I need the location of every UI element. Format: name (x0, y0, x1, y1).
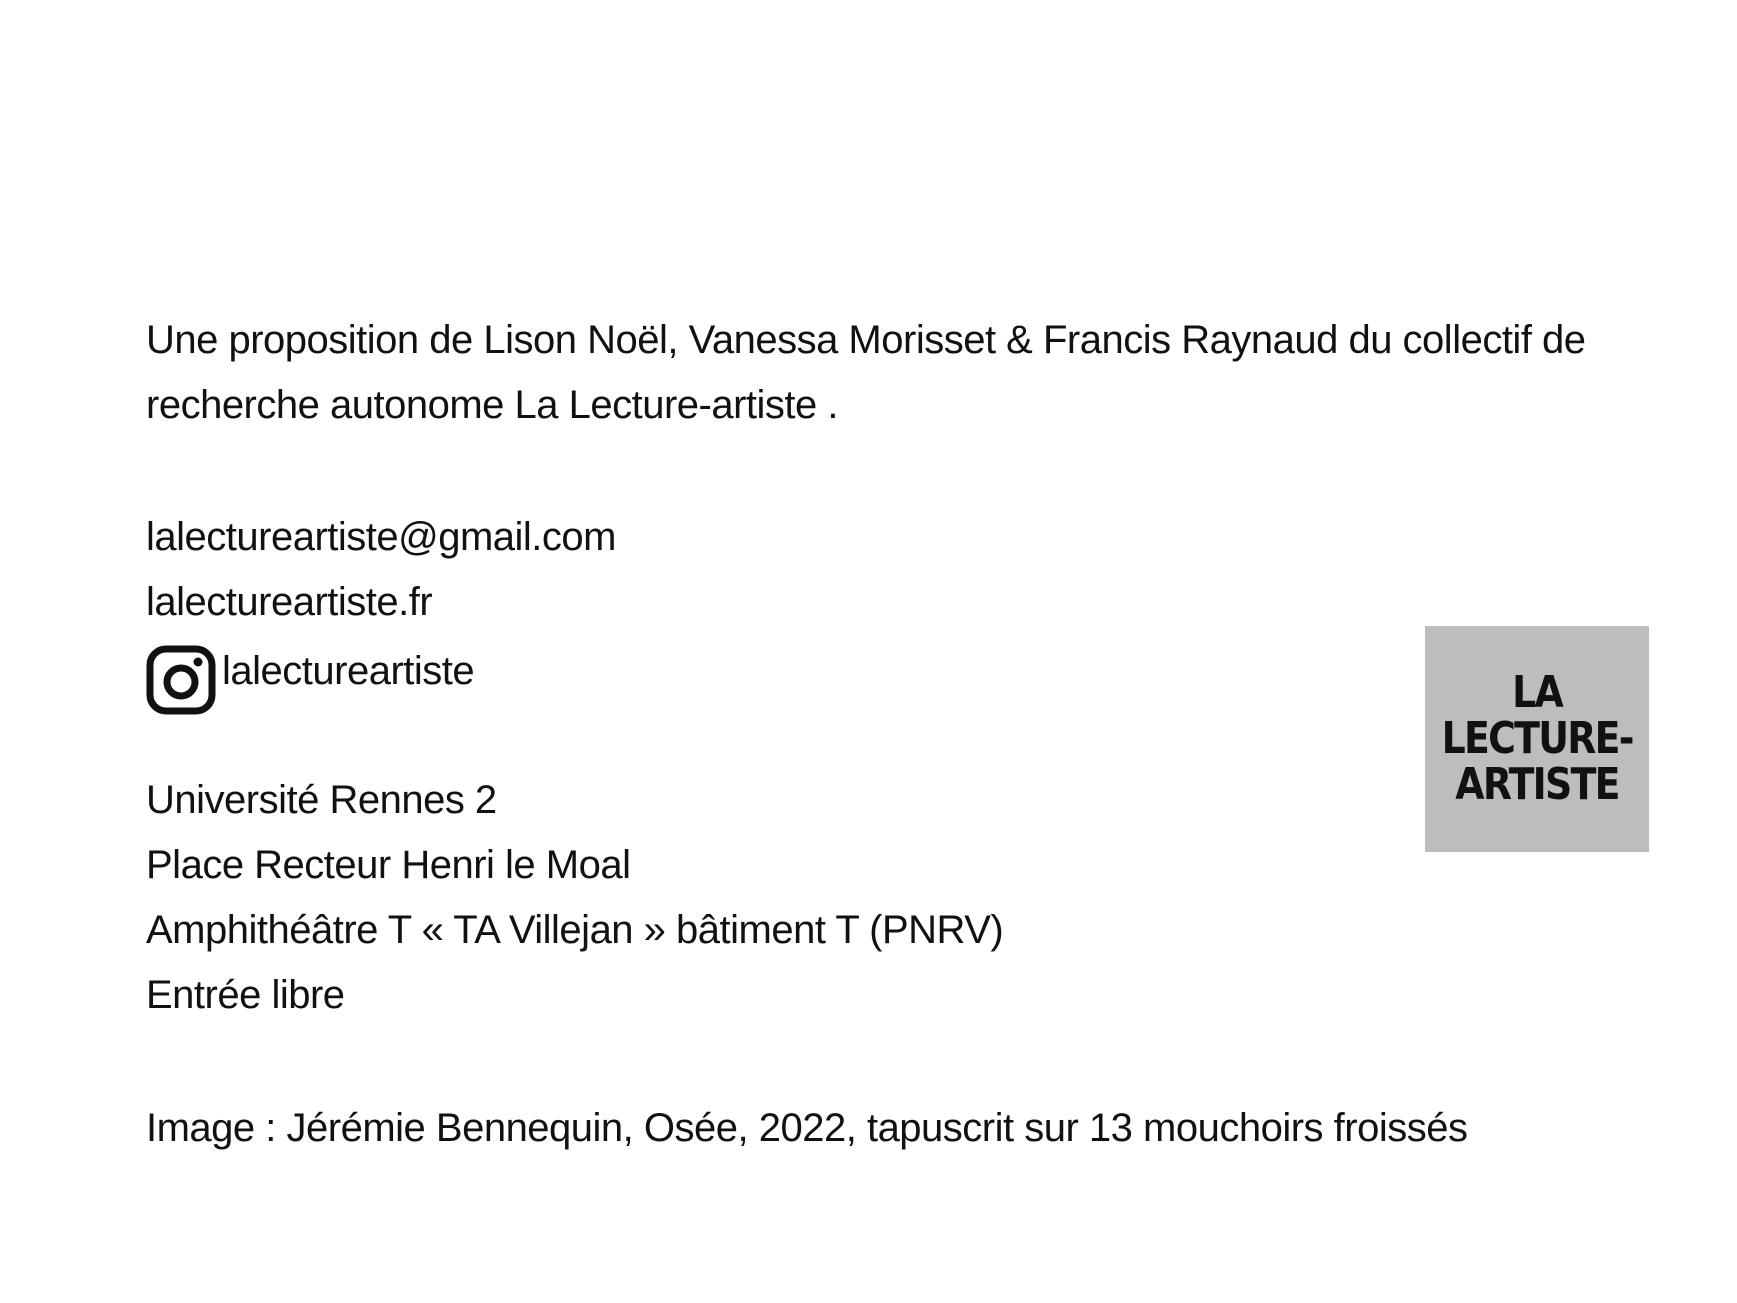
image-credit: Image : Jérémie Bennequin, Osée, 2022, tapuscrit sur 13 mouchoirs froissés (146, 1106, 1468, 1150)
logo-line-1: LA (1512, 667, 1562, 718)
university-name: Université Rennes 2 (146, 778, 497, 822)
entry-info: Entrée libre (146, 973, 345, 1017)
instagram-handle: lalectureartiste (222, 649, 475, 693)
address-block (146, 768, 1003, 1028)
logo-line-2: LECTURE- (1441, 713, 1633, 764)
intro-line-2: recherche autonome La Lecture-artiste . (146, 383, 839, 427)
logo-line-3: ARTISTE (1455, 759, 1619, 810)
contact-block (146, 505, 616, 704)
email-link[interactable]: lalectureartiste@gmail.com (146, 515, 616, 559)
room-name: Amphithéâtre T « TA Villejan » bâtiment T (PNRV) (146, 908, 1004, 952)
instagram-link[interactable] (146, 639, 616, 704)
place-name: Place Recteur Henri le Moal (146, 843, 631, 887)
instagram-icon (146, 645, 216, 715)
la-lecture-artiste-logo (1425, 626, 1649, 852)
intro-line-1: Une proposition de Lison Noël, Vanessa Morisset & Francis Raynaud du collectif de (146, 318, 1586, 362)
website-link[interactable]: lalectureartiste.fr (146, 580, 433, 624)
intro-paragraph (146, 308, 1666, 438)
